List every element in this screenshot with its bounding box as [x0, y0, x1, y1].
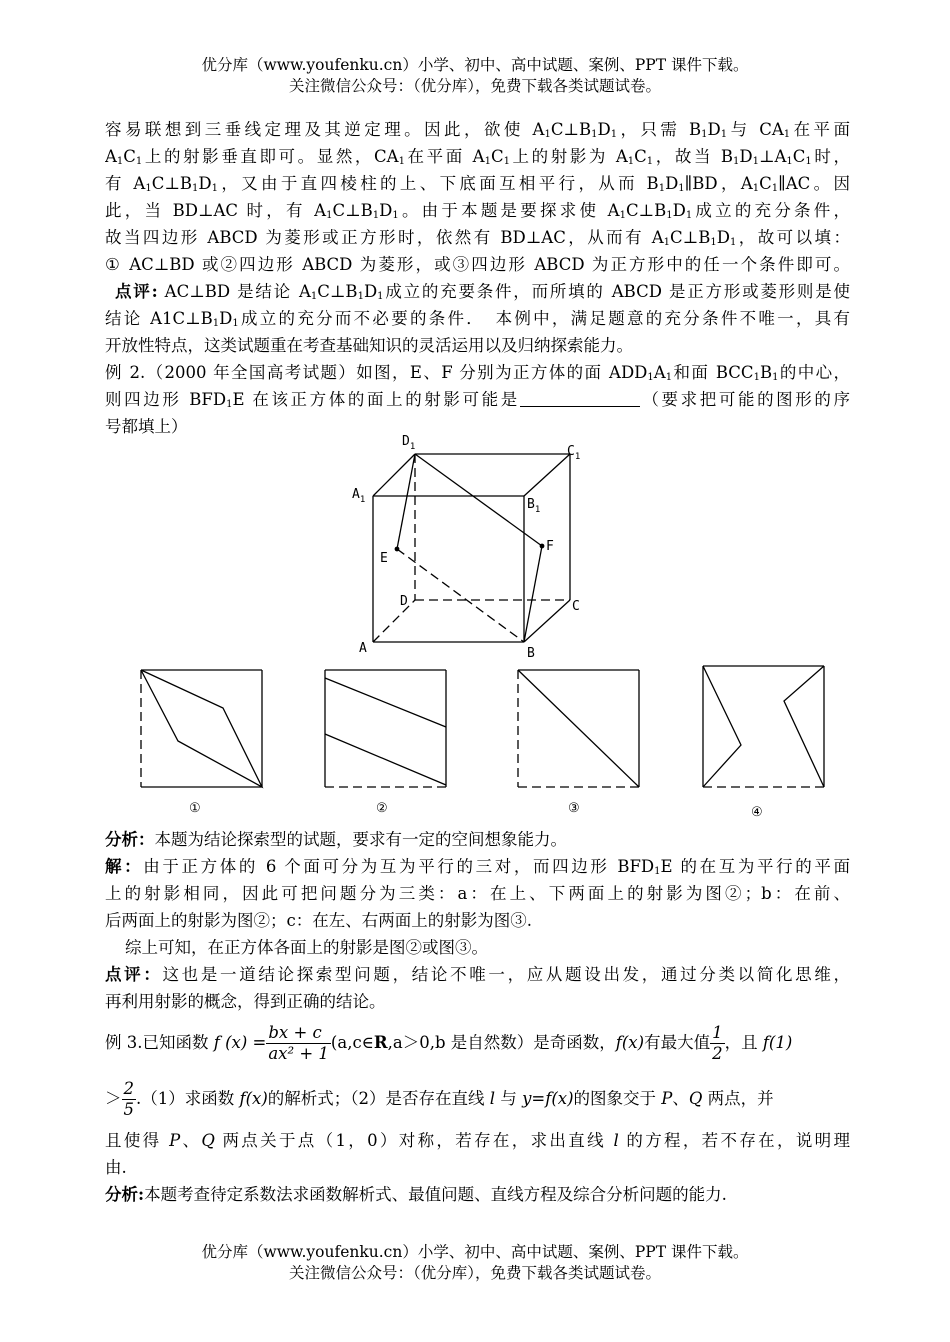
ex1-comment-3: 开放性特点，这类试题重在考查基础知识的灵活运用以及归纳探索能力。	[105, 336, 633, 355]
ex2-comment-2: 再利用射影的概念，得到正确的结论。	[105, 992, 386, 1011]
option-label-2: ②	[376, 801, 388, 816]
ex1-comment-1: 点评: AC⊥BD 是结论 $A_1C\perp B_1D_1$成立的充要条件，而所填的 ABCD 是正方形或菱形则是使	[115, 282, 850, 302]
projection-option-3	[518, 670, 639, 787]
point-f	[540, 544, 545, 549]
projection-option-2	[325, 670, 446, 787]
two-fifths-fraction: $\frac{2}{5}$	[123, 1079, 134, 1119]
footer-line-1: 优分库（www.youfenku.cn）小学、初中、高中试题、案例、PPT 课件下载。	[201, 1243, 749, 1261]
answer-blank[interactable]	[520, 388, 640, 407]
edge-d1e	[397, 454, 415, 549]
ex3-line-2: ＞ $\frac{2}{5}$ .（1）求函数 f(x)的解析式；（2）是否存在直线 l 与 y=f(x)的图象交于 P、Q 两点，并	[105, 1079, 774, 1119]
label-c: C	[572, 599, 580, 614]
ex2-solution-4: 综上可知，在正方体各面上的射影是图②或图③。	[125, 938, 488, 957]
header-line-2: 关注微信公众号：（优分库），免费下载各类试题试卷。	[288, 77, 661, 95]
label-b: B	[527, 646, 535, 657]
page-footer	[0, 1242, 950, 1284]
projection-option-1	[141, 670, 262, 787]
ex2-analysis: 分析：本题为结论探索型的试题，要求有一定的空间想象能力。	[105, 830, 567, 849]
footer-line-2: 关注微信公众号：（优分库），免费下载各类试题试卷。	[288, 1264, 661, 1282]
page-header	[0, 55, 950, 97]
label-d: D	[400, 594, 408, 609]
comment-label: 点评:	[115, 282, 158, 301]
option-label-3: ③	[568, 801, 580, 816]
edge-d1f	[415, 454, 542, 546]
ex3-analysis: 分析:本题考查待定系数法求函数解析式、最值问题、直线方程及综合分析问题的能力.	[105, 1185, 727, 1204]
label-f: F	[546, 539, 554, 554]
ex1-line-5: 故当四边形 ABCD 为菱形或正方形时，依然有 BD⊥AC，从而有 $A_1C\perp B_1D_1$，故可以填：	[105, 228, 850, 248]
ex1-comment-2: 结论 $A1C\perp B_1D_1$成立的充分而不必要的条件． 本例中，满足题意的充分条件不唯一，具有	[105, 309, 850, 329]
label-a1: $A_1$	[352, 487, 366, 505]
ex2-line-1: 例 2.（2000 年全国高考试题）如图，E、F 分别为正方体的面 $ADD_1A_1$和面 $BCC_1B_1$的中心，	[105, 363, 850, 383]
ex3-line-3: 且使得 P、Q 两点关于点（1，0）对称，若存在，求出直线 l 的方程，若不存在，说明理	[105, 1131, 850, 1150]
ex3-line-4: 由.	[105, 1158, 127, 1177]
option-label-1: ①	[189, 801, 201, 816]
ex2-solution-3: 后两面上的射影为图②；c：在左、右两面上的射影为图③.	[105, 911, 532, 930]
ex2-solution-2: 上的射影相同，因此可把问题分为三类：a：在上、下两面上的射影为图②；b：在前、	[105, 884, 850, 903]
label-b1: $B_1$	[527, 497, 541, 515]
example-1-continuation	[105, 116, 850, 440]
hidden-edge-ad	[373, 600, 415, 642]
ex1-line-2: $A_1C_1$上的射影垂直即可。显然，$CA_1$在平面 $A_1C_1$上的射影为 $A_1C_1$，故当 $B_1D_1\perp A_1C_1$时，	[105, 147, 850, 167]
cube-figure	[340, 425, 620, 657]
label-d1: $D_1$	[402, 434, 416, 452]
ex2-solution-1: 解：由于正方体的 6 个面可分为互为平行的三对，而四边形 $BFD_1E$ 的在互为平行的平面	[105, 857, 850, 877]
hidden-edge-eb	[397, 549, 524, 642]
label-e: E	[380, 551, 388, 566]
label-a: A	[359, 641, 367, 656]
ex1-line-1: 容易联想到三垂线定理及其逆定理。因此，欲使 $A_1C\perp B_1D_1$，只需 $B_1D_1$与 $CA_1$在平面	[105, 120, 850, 140]
option-label-4: ④	[751, 805, 763, 820]
function-fraction: $\frac{bx + c}{\text{ax² + 1}}$	[268, 1023, 329, 1063]
example-2-solution	[105, 826, 850, 1208]
header-line-1: 优分库（www.youfenku.cn）小学、初中、高中试题、案例、PPT 课件下载。	[201, 56, 749, 74]
label-c1: $C_1$	[567, 444, 581, 462]
ex1-line-6: ① AC⊥BD 或②四边形 ABCD 为菱形，或③四边形 ABCD 为正方形中的任一个条件即可。	[105, 255, 850, 274]
point-e	[395, 547, 400, 552]
edge-b1c1	[524, 454, 570, 496]
projection-options	[125, 660, 845, 822]
half-fraction: $\frac{1}{2}$	[712, 1023, 723, 1063]
ex2-line-3: 号都填上）	[105, 417, 188, 436]
ex2-comment-1: 点评：这也是一道结论探索型问题，结论不唯一，应从题设出发，通过分类以简化思维，	[105, 965, 850, 984]
ex2-line-2: 则四边形 $BFD_1E$ 在该正方体的面上的射影可能是 （要求把可能的图形的序	[105, 390, 850, 410]
ex1-line-4: 此，当 BD⊥AC 时，有 $A_1C\perp B_1D_1$。由于本题是要探求使 $A_1C\perp B_1D_1$成立的充分条件，	[105, 201, 850, 221]
ex1-line-3: 有 $A_1C\perp B_1D_1$，又由于直四棱柱的上、下底面互相平行，从而 $B_1D_1\parallel BD$，$A_1C_1\parallel AC$。因	[105, 174, 850, 194]
ex3-line-1: 例 3.已知函数 f (x) = $\frac{bx + c}{\text{ax² + 1}}$ (a,c∈R,a＞0,b 是自然数）是奇函数，f(x)有最大值 $\frac{1}{2}$ ，且 f(1)	[105, 1023, 793, 1063]
projection-option-4	[703, 666, 824, 787]
